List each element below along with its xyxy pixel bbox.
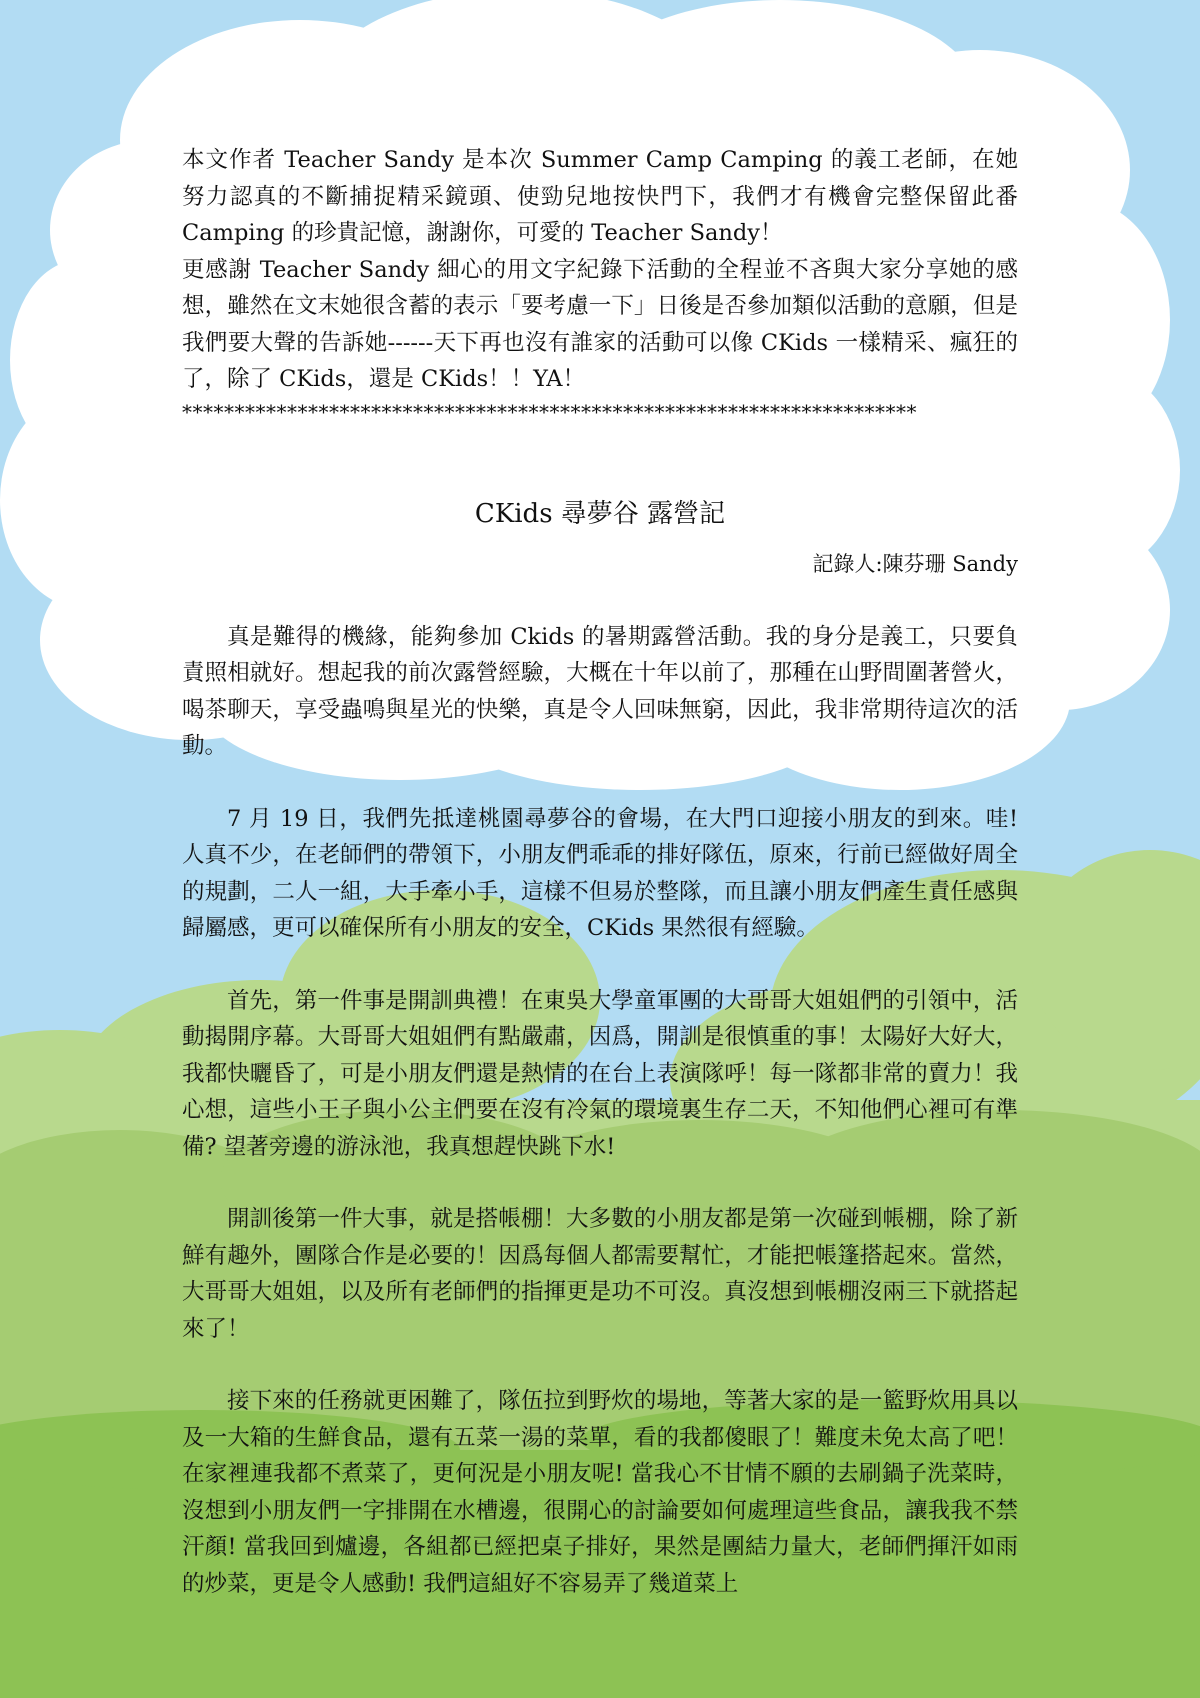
intro-paragraph-1: 本文作者 Teacher Sandy 是本次 Summer Camp Camping 的義工老師，在她努力認真的不斷捕捉精采鏡頭、使勁兒地按快門下，我們才有機會完整保留此番 Camping 的珍貴記憶，謝謝你，可愛的 Teacher Sandy！ [182, 147, 1018, 246]
article-paragraph-5: 接下來的任務就更困難了，隊伍拉到野炊的場地，等著大家的是一籃野炊用具以及一大箱的生鮮食品，還有五菜一湯的菜單，看的我都傻眼了！難度未免太高了吧！在家裡連我都不煮菜了，更何況是小朋友呢! 當我心不甘情不願的去刷鍋子洗菜時，沒想到小朋友們一字排開在水槽邊，很開心的討論要如何處理這些食品，讓我我不禁汗顏! 當我回到爐邊，各組都已經把桌子排好，果然是團結力量大，老師們揮汗如雨的炒菜，更是令人感動! 我們這組好不容易弄了幾道菜上 [182, 1388, 1018, 1597]
article-paragraph-3: 首先，第一件事是開訓典禮！在東吳大學童軍團的大哥哥大姐姐們的引領中，活動揭開序幕。大哥哥大姐姐們有點嚴肅，因爲，開訓是很慎重的事！太陽好大好大，我都快曬昏了，可是小朋友們還是熱情的在台上表演隊呼！每一隊都非常的賣力！我心想，這些小王子與小公主們要在沒有冷氣的環境裏生存二天，不知他們心裡可有準備? 望著旁邊的游泳池，我真想趕快跳下水! [182, 987, 1018, 1160]
spacer [182, 583, 1018, 619]
article-recorder: 記錄人:陳芬珊 Sandy [812, 552, 1018, 576]
spacer [182, 765, 1018, 801]
divider-line: ********************************************************************** [182, 399, 917, 424]
article-paragraph-1: 真是難得的機緣，能夠參加 Ckids 的暑期露營活動。我的身分是義工，只要負責照相就好。想起我的前次露營經驗，大概在十年以前了，那種在山野間圍著營火，喝茶聊天，享受蟲鳴與星光的快樂，真是令人回味無窮，因此，我非常期待這次的活動。 [182, 623, 1018, 759]
article-paragraph-4: 開訓後第一件大事，就是搭帳棚！大多數的小朋友都是第一次碰到帳棚，除了新鮮有趣外，團隊合作是必要的！因爲每個人都需要幫忙，才能把帳篷搭起來。當然，大哥哥大姐姐，以及所有老師們的指揮更是功不可沒。真沒想到帳棚沒兩三下就搭起來了！ [182, 1206, 1018, 1342]
spacer [182, 947, 1018, 983]
spacer [182, 1165, 1018, 1201]
intro-paragraph-2: 更感謝 Teacher Sandy 細心的用文字紀錄下活動的全程並不吝與大家分享她的感想，雖然在文末她很含蓄的表示「要考慮一下」日後是否參加類似活動的意願，但是我們要大聲的告訴她------天下再也沒有誰家的活動可以像 CKids 一樣精采、瘋狂的了，除了 CKids，還是 CKids！！YA！ [182, 256, 1018, 392]
spacer [182, 1347, 1018, 1383]
article-paragraph-2: 7 月 19 日，我們先抵達桃園尋夢谷的會場，在大門口迎接小朋友的到來。哇! 人真不少，在老師們的帶領下，小朋友們乖乖的排好隊伍，原來，行前已經做好周全的規劃，二人一組，大手牽小手，這樣不但易於整隊，而且讓小朋友們產生責任感與歸屬感，更可以確保所有小朋友的安全，CKids 果然很有經驗。 [182, 805, 1018, 941]
page-content [182, 142, 1018, 1602]
article-title: CKids 尋夢谷 露營記 [474, 498, 726, 529]
